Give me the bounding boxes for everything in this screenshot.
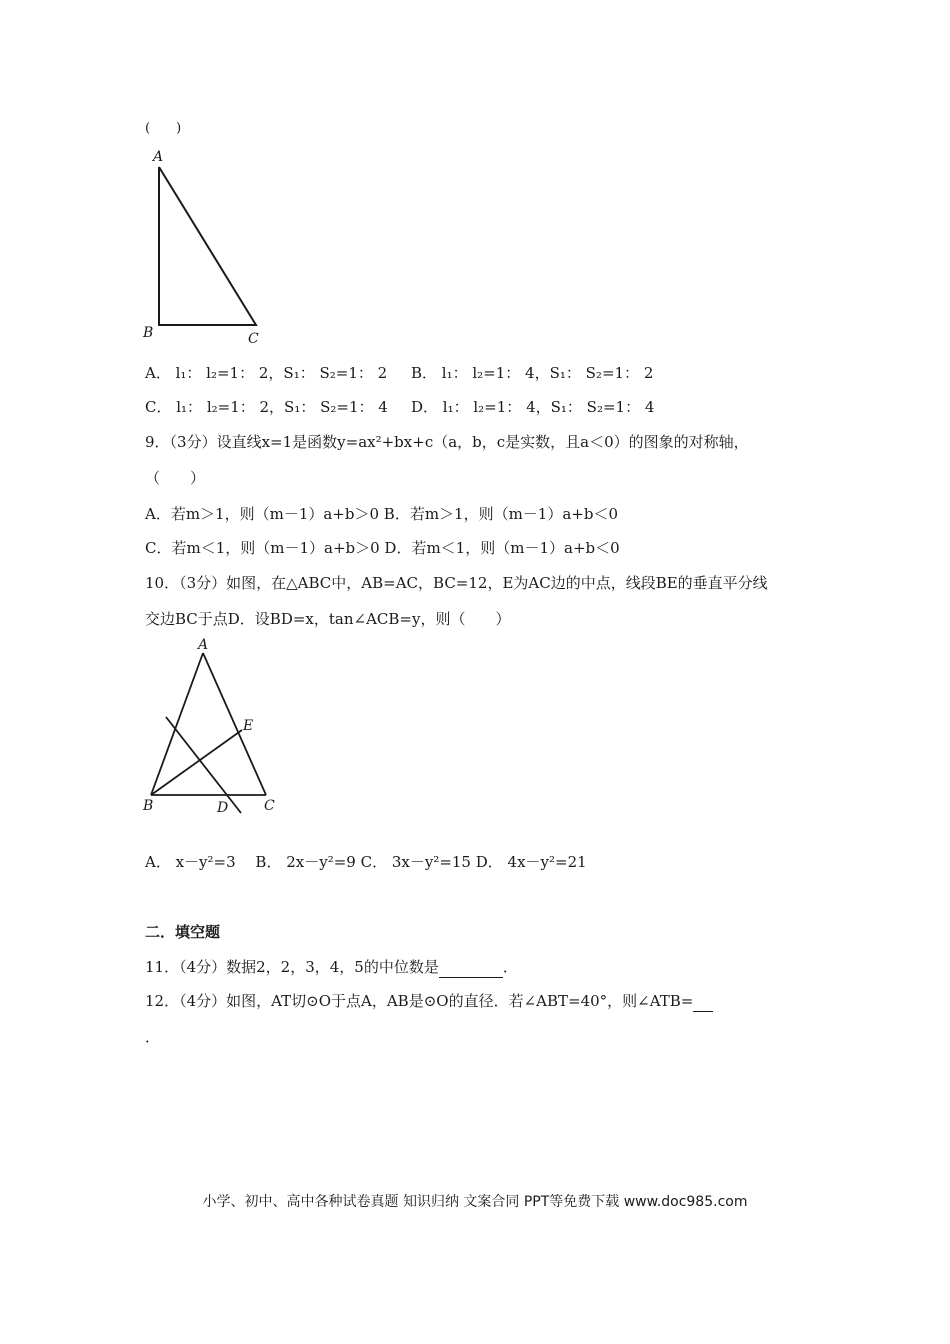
q9-stem: 9．（3分）设直线x=1是函数y=ax²+bx+c（a，b，c是实数，且a＜0）的图象的对称轴，: [145, 433, 749, 451]
q8-label-c: C: [248, 331, 259, 347]
q10-side-ac: [203, 653, 266, 795]
q12-answer-blank[interactable]: [693, 991, 713, 1012]
q9-options-cd: C．若m＜1，则（m－1）a+b＞0 D．若m＜1，则（m－1）a+b＜0: [145, 539, 620, 557]
q8-right-triangle-figure: [140, 145, 270, 350]
q8-option-b: B． l₁： l₂=1： 4，S₁： S₂=1： 2: [411, 364, 654, 382]
q8-triangle-shape: [159, 167, 256, 325]
q9-options-ab: A．若m＞1，则（m－1）a+b＞0 B．若m＞1，则（m－1）a+b＜0: [145, 505, 619, 523]
q10-options: A． x－y²=3 B． 2x－y²=9 C． 3x－y²=15 D． 4x－y²=21: [145, 853, 587, 871]
q12-stem: 12．（4分）如图，AT切⊙O于点A，AB是⊙O的直径．若∠ABT=40°，则∠ATB=: [145, 992, 694, 1010]
q8-label-a: A: [153, 149, 164, 165]
q8-answer-paren: ( ): [145, 121, 182, 136]
q12-end: ．: [145, 1028, 161, 1046]
q10-triangle-figure: [138, 635, 288, 820]
q8-label-b: B: [143, 325, 154, 341]
section-heading: 二．填空题: [145, 923, 221, 941]
q12-line: [145, 991, 713, 1012]
page-footer: 小学、初中、高中各种试卷真题 知识归纳 文案合同 PPT等免费下载 www.doc985.com: [202, 1194, 748, 1210]
q11-stem: 11．（4分）数据2，2，3，4，5的中位数是: [145, 958, 439, 976]
q10-label-c: C: [264, 798, 275, 814]
q11-line: [145, 957, 518, 978]
q10-label-b: B: [143, 798, 154, 814]
q10-stem-line1: 10．（3分）如图，在△ABC中，AB=AC，BC=12，E为AC边的中点，线段BE的垂直平分线: [145, 574, 768, 592]
q8-option-a: A． l₁： l₂=1： 2，S₁： S₂=1： 2: [145, 364, 388, 382]
q10-side-ab: [151, 653, 203, 795]
q9-answer-paren: （ ）: [145, 469, 206, 487]
q10-label-a: A: [198, 637, 209, 653]
q11-answer-blank[interactable]: [439, 957, 503, 978]
q10-segment-be: [151, 730, 242, 795]
q11-end: ．: [502, 958, 518, 976]
q8-option-c: C． l₁： l₂=1： 2，S₁： S₂=1： 4: [145, 398, 388, 416]
q8-option-d: D． l₁： l₂=1： 4，S₁： S₂=1： 4: [411, 398, 655, 416]
q10-label-e: E: [243, 718, 254, 734]
q10-label-d: D: [217, 800, 229, 816]
q10-perpendicular-bisector: [166, 717, 241, 813]
q10-stem-line2: 交边BC于点D．设BD=x，tan∠ACB=y，则（ ）: [145, 610, 511, 628]
